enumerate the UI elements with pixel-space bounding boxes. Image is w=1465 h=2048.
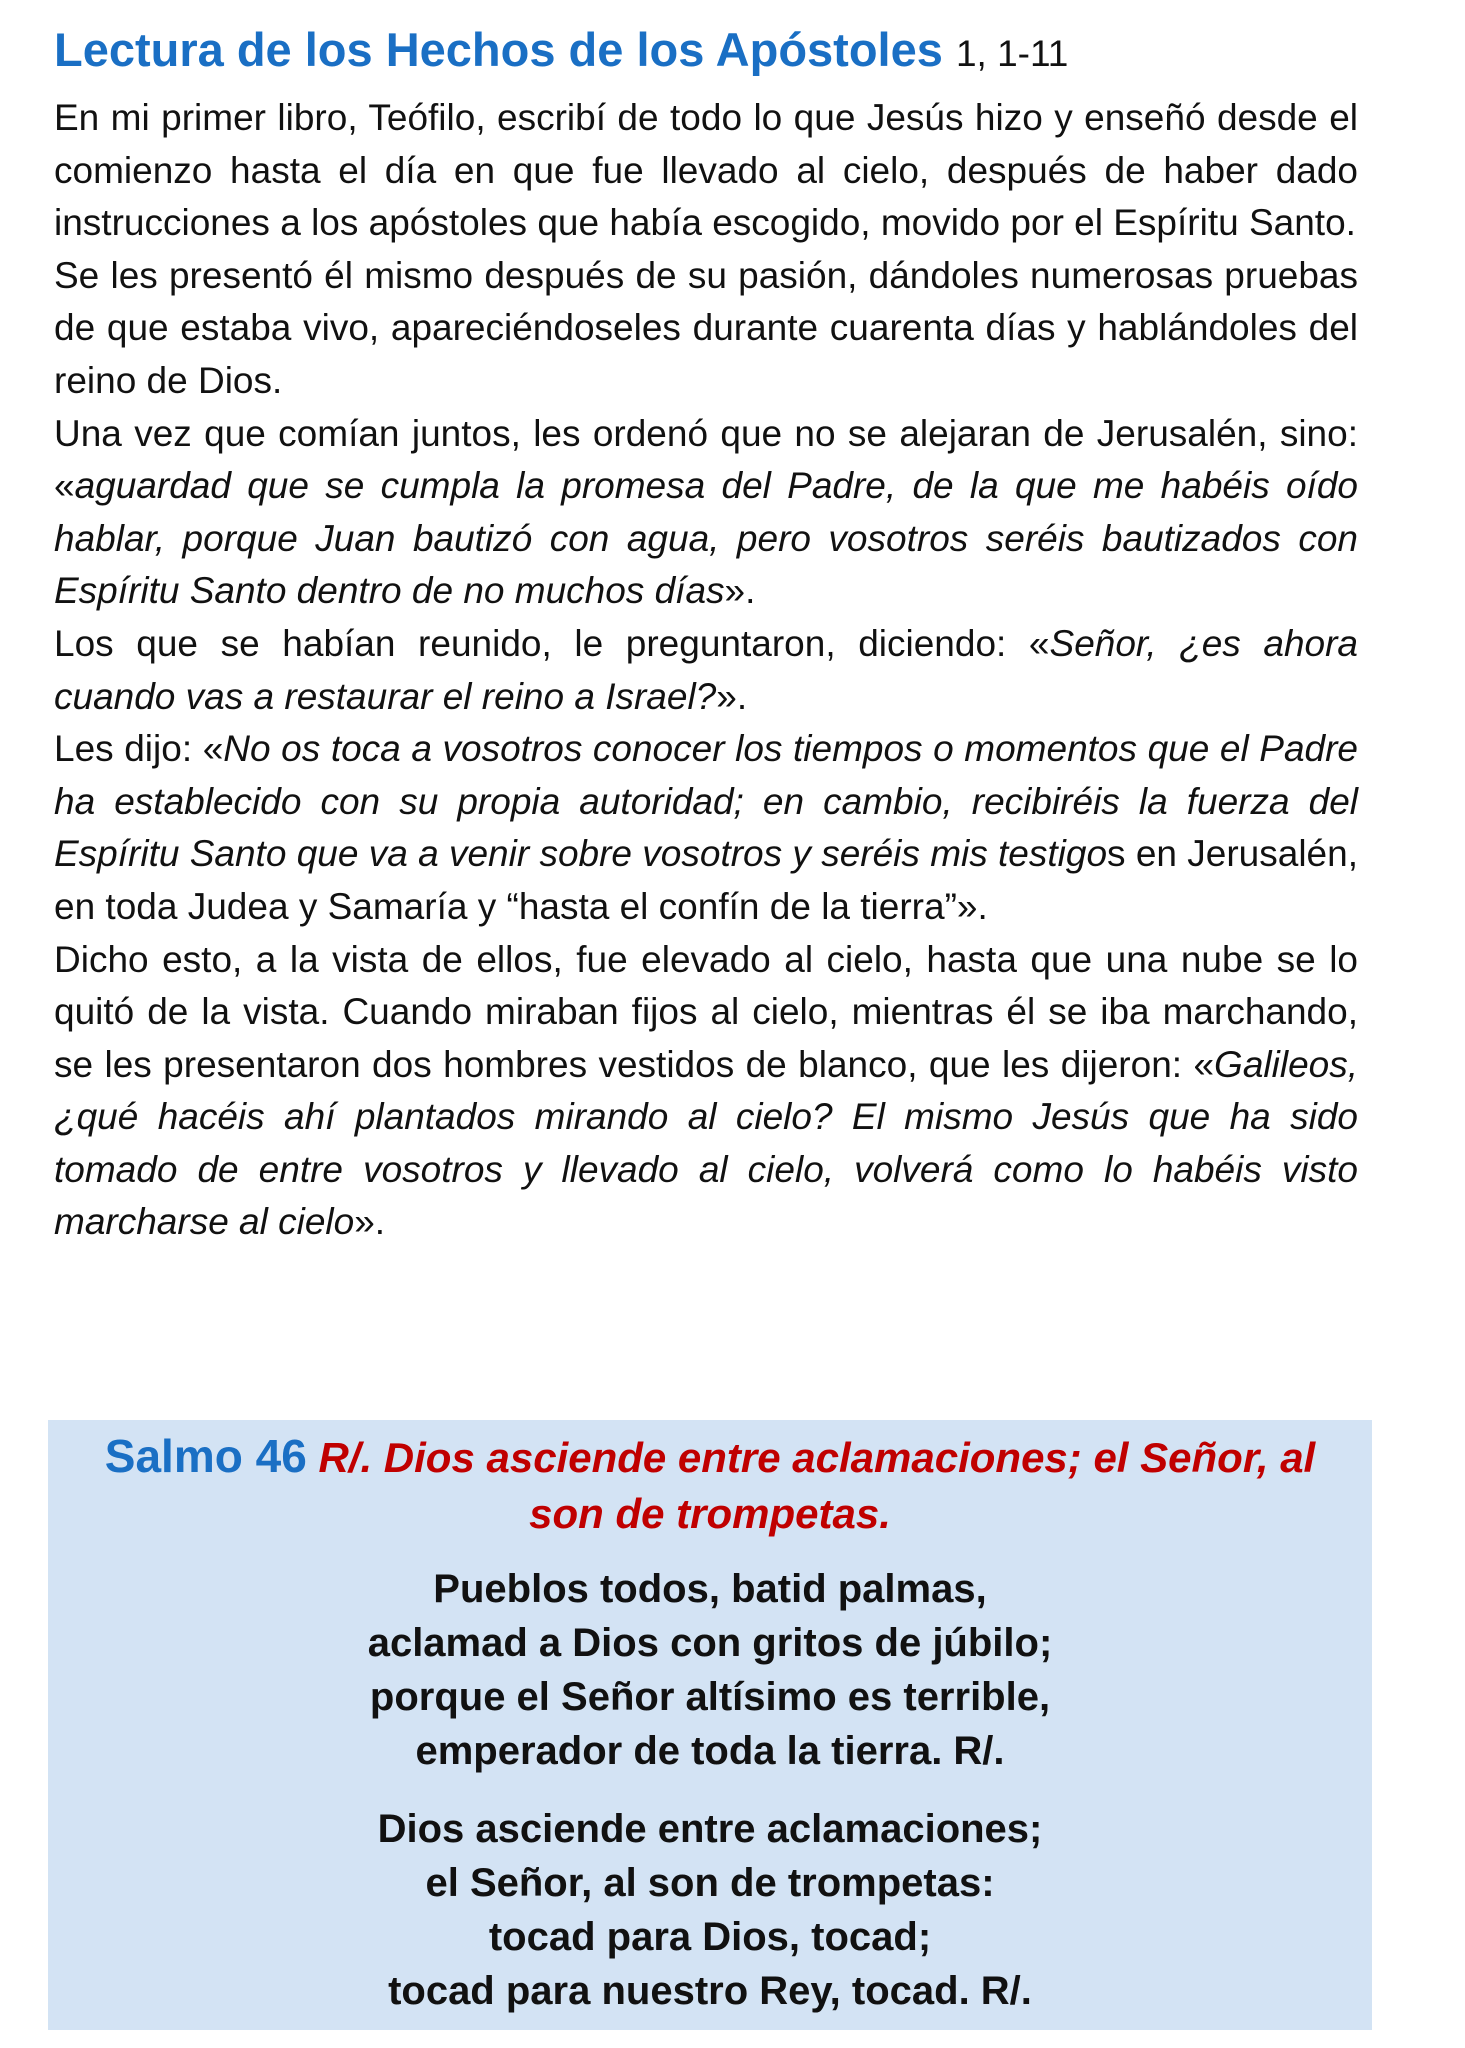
psalm-title: Salmo 46 (104, 1430, 307, 1482)
psalm-verse: aclamad a Dios con gritos de júbilo; (367, 1621, 1053, 1665)
reading-heading (54, 14, 1358, 90)
reading-reference: 1, 1-11 (955, 33, 1069, 74)
reading-paragraph: Los que se habían reunido, le preguntaron, diciendo: «Señor, ¿es ahora cuando vas a restaurar el reino a Israel?». (54, 622, 1359, 717)
psalm-verse: tocad para Dios, tocad; (488, 1915, 932, 1959)
psalm-stanza (48, 1802, 1372, 2018)
reading-paragraph: Una vez que comían juntos, les ordenó que no se alejaran de Jerusalén, sino: «aguardad que se cumpla la promesa del Padre, de la que me habéis oído hablar, porque Juan bautizó con agua, pero vosotros seréis bautizados con Espíritu Santo dentro de no muchos días». (54, 412, 1358, 612)
psalm-stanza (48, 1562, 1372, 1778)
psalm-response: R/. Dios asciende entre aclamaciones; el Señor, al son de trompetas. (318, 1434, 1316, 1537)
quoted-speech: Señor, ¿es ahora cuando vas a restaurar el reino a Israel? (54, 622, 1359, 717)
psalm-verse: Pueblos todos, batid palmas, (433, 1567, 987, 1611)
reading-title: Lectura de los Hechos de los Apóstoles (54, 23, 943, 76)
psalm-heading (48, 1420, 1372, 1542)
psalm-verse: Dios asciende entre aclamaciones; (377, 1807, 1043, 1851)
quoted-speech: aguardad que se cumpla la promesa del Padre, de la que me habéis oído hablar, porque Juan bautizó con agua, pero vosotros seréis bautizados con Espíritu Santo dentro de no muchos días (54, 465, 1358, 612)
psalm-verse: el Señor, al son de trompetas: (425, 1861, 995, 1905)
reading-paragraph: Les dijo: «No os toca a vosotros conocer los tiempos o momentos que el Padre ha establecido con su propia autoridad; en cambio, recibiréis la fuerza del Espíritu Santo que va a venir sobre vosotros y seréis mis testigos en Jerusalén, en toda Judea y Samaría y “hasta el confín de la tierra”». (54, 728, 1359, 927)
reading-paragraph: En mi primer libro, Teófilo, escribí de todo lo que Jesús hizo y enseñó desde el comienzo hasta el día en que fue llevado al cielo, después de haber dado instrucciones a los apóstoles que había escogido, movido por el Espíritu Santo. (54, 97, 1358, 244)
quoted-speech: No os toca a vosotros conocer los tiempos o momentos que el Padre ha establecido con su propia autoridad; en cambio, recibiréis la fuerza del Espíritu Santo que va a venir sobre vosotros y seréis mis testigo (54, 728, 1359, 875)
reading-paragraph: Dicho esto, a la vista de ellos, fue elevado al cielo, hasta que una nube se lo quitó de la vista. Cuando miraban fijos al cielo, mientras él se iba marchando, se les presentaron dos hombres vestidos de blanco, que les dijeron: «Galileos, ¿qué hacéis ahí plantados mirando al cielo? El mismo Jesús que ha sido tomado de entre vosotros y llevado al cielo, volverá como lo habéis visto marcharse al cielo». (54, 938, 1358, 1243)
psalm-verse: tocad para nuestro Rey, tocad. R/. (388, 1969, 1032, 2013)
responsorial-psalm (48, 1420, 1372, 2030)
reading-body (54, 92, 1358, 1249)
psalm-verse: porque el Señor altísimo es terrible, (369, 1675, 1051, 1719)
quoted-speech: Galileos, ¿qué hacéis ahí plantados mirando al cielo? El mismo Jesús que ha sido tomado de entre vosotros y llevado al cielo, volverá como lo habéis visto marcharse al cielo (54, 1043, 1358, 1243)
first-reading (54, 14, 1358, 1249)
psalm-verse: emperador de toda la tierra. R/. (415, 1729, 1005, 1773)
reading-paragraph: Se les presentó él mismo después de su pasión, dándoles numerosas pruebas de que estaba vivo, apareciéndoseles durante cuarenta días y hablándoles del reino de Dios. (54, 254, 1358, 401)
